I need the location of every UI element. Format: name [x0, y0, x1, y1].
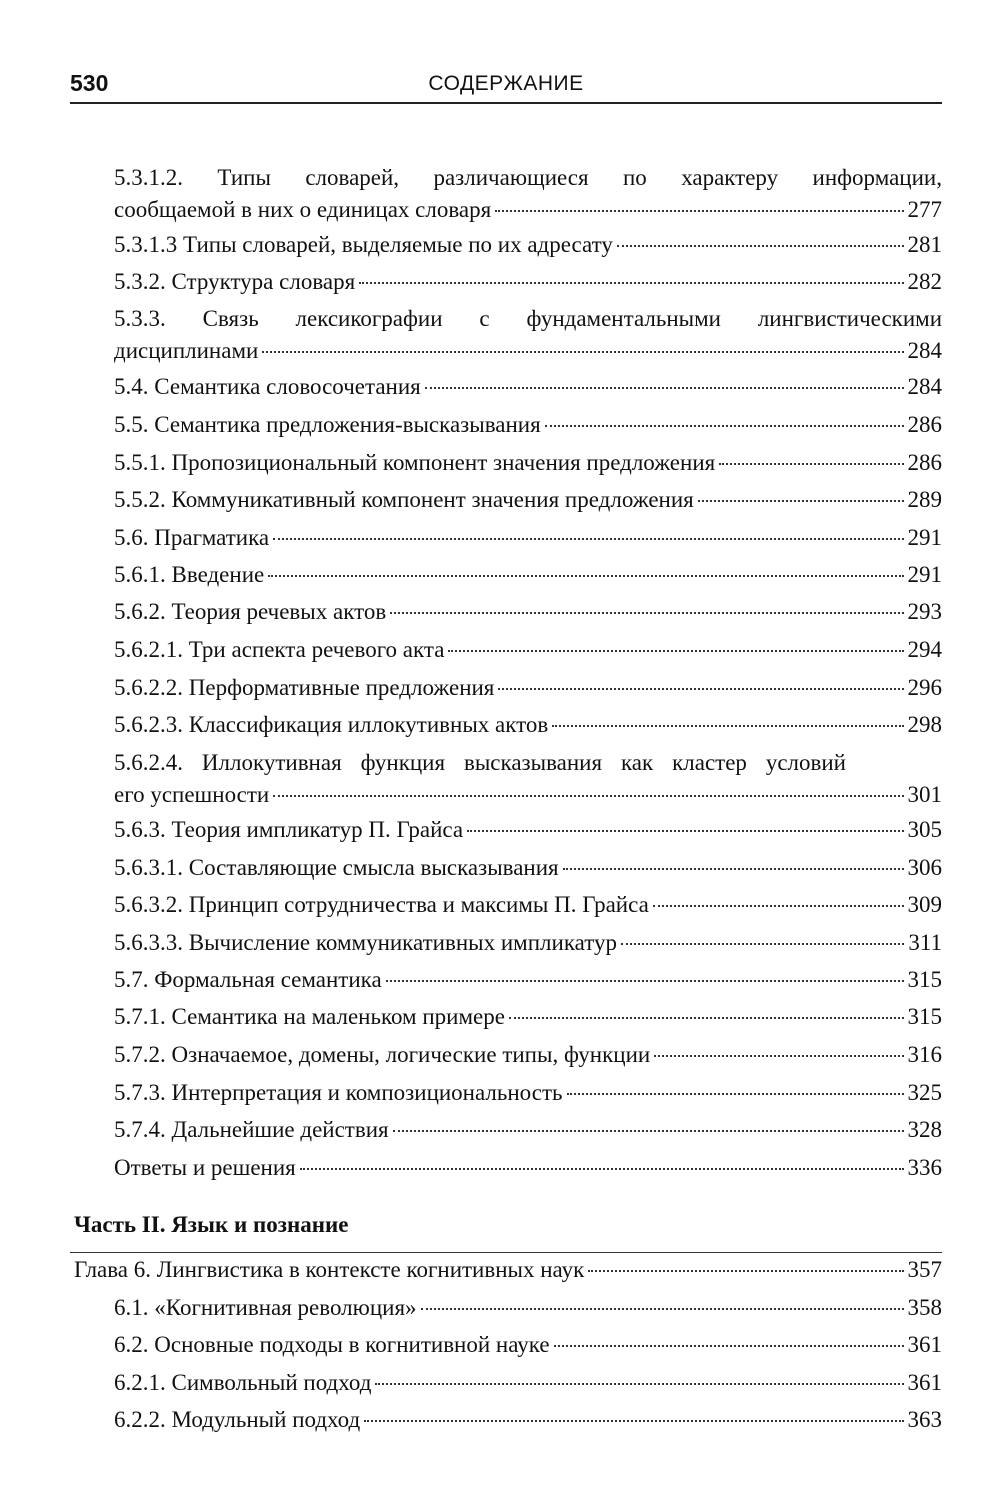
toc-entry-title: 5.5. Семантика предложения-высказывания — [114, 412, 541, 437]
toc-entry-title: его успешности — [114, 782, 270, 807]
toc-entry — [114, 1116, 942, 1144]
toc-entry-page: 284 — [907, 338, 942, 363]
toc-entry-page: 316 — [907, 1042, 942, 1067]
dot-leader — [393, 1130, 904, 1132]
toc-entry-title: 5.3.2. Структура словаря — [114, 269, 356, 294]
toc-entry-title: 5.6. Прагматика — [114, 525, 270, 550]
toc-entry — [114, 929, 942, 957]
toc-entry-title: 5.7.1. Семантика на маленьком примере — [114, 1004, 505, 1029]
toc-entry-page: 281 — [907, 232, 942, 257]
dot-leader — [375, 1383, 903, 1385]
toc-entry — [114, 524, 942, 552]
toc-entry-page: 294 — [907, 637, 942, 662]
toc-entry-title: сообщаемой в них о единицах словаря — [114, 197, 492, 222]
toc-entry-title: 5.6.2.1. Три аспекта речевого акта — [114, 637, 445, 662]
toc-entry — [114, 598, 942, 626]
dot-leader — [654, 1055, 903, 1057]
toc-entry — [114, 749, 942, 809]
toc-entry-title: 5.6.2. Теория речевых актов — [114, 599, 387, 624]
dot-leader — [719, 463, 903, 465]
toc-entry — [114, 486, 942, 514]
toc-entry — [114, 1369, 942, 1397]
dot-leader — [425, 387, 904, 389]
toc-entry-page: 282 — [907, 269, 942, 294]
toc-entry-page: 315 — [907, 1004, 942, 1029]
dot-leader — [545, 425, 904, 427]
toc-entry — [74, 1256, 942, 1284]
toc-entry — [114, 1331, 942, 1359]
toc-entry — [114, 449, 942, 477]
toc-entry-page: 286 — [907, 450, 942, 475]
toc-entry — [114, 636, 942, 664]
toc-entry — [114, 164, 942, 224]
dot-leader — [552, 725, 903, 727]
toc-entry-page: 311 — [908, 930, 942, 955]
dot-leader — [621, 943, 904, 945]
toc-entry — [114, 711, 942, 739]
toc-entry-title: 6.2.2. Модульный подход — [114, 1407, 361, 1432]
dot-leader — [390, 612, 903, 614]
dot-leader — [653, 905, 904, 907]
toc-entry — [114, 1154, 942, 1182]
toc-entry-title: 5.7.3. Интерпретация и композициональность — [114, 1080, 563, 1105]
toc-entry-page: 289 — [907, 487, 942, 512]
toc-entry-page: 328 — [907, 1117, 942, 1142]
toc-entry — [114, 854, 942, 882]
toc-entry — [114, 411, 942, 439]
dot-leader — [421, 1308, 904, 1310]
dot-leader — [554, 1345, 904, 1347]
toc-entry-title: 5.3.1.3 Типы словарей, выделяемые по их адресату — [114, 232, 613, 257]
toc-entry-title: 5.7.2. Означаемое, домены, логические типы, функции — [114, 1042, 651, 1067]
toc-entry — [114, 1406, 942, 1434]
dot-leader — [386, 980, 904, 982]
toc-entry-page: 358 — [907, 1295, 942, 1320]
dot-leader — [498, 688, 903, 690]
dot-leader — [495, 210, 903, 212]
toc-entry-title: 5.4. Семантика словосочетания — [114, 374, 421, 399]
toc-entry — [114, 816, 942, 844]
toc-entry-page: 286 — [907, 412, 942, 437]
toc-entry-title-line1: 5.6.2.4. Иллокутивная функция высказывания как кластер условий — [114, 750, 846, 775]
toc-entry-page: 301 — [907, 782, 942, 807]
toc-entry — [114, 561, 942, 589]
toc-entry-title-line1: 5.3.3. Связь лексикографии с фундаментальными лингвистическими — [114, 306, 942, 331]
toc-entry-title-line1: 5.3.1.2. Типы словарей, различающиеся по характеру информации, — [114, 165, 942, 190]
toc-entry — [114, 231, 942, 259]
toc-entry-page: 315 — [907, 967, 942, 992]
toc-entry-page: 361 — [907, 1332, 942, 1357]
part-heading: Часть II. Язык и познание — [74, 1212, 349, 1237]
dot-leader — [273, 795, 903, 797]
dot-leader — [273, 538, 903, 540]
toc-entry-page: 291 — [907, 525, 942, 550]
page-header — [70, 66, 942, 104]
toc-entry-page: 361 — [907, 1370, 942, 1395]
toc-entry-page: 306 — [907, 855, 942, 880]
toc-entry-title: дисциплинами — [114, 338, 259, 363]
toc-entry-page: 309 — [907, 892, 942, 917]
dot-leader — [359, 282, 903, 284]
toc-entry-page: 325 — [907, 1080, 942, 1105]
toc-entry-title: 5.7. Формальная семантика — [114, 967, 382, 992]
toc-entry — [114, 305, 942, 365]
divider — [70, 1252, 942, 1253]
dot-leader — [262, 351, 903, 353]
toc-entry-page: 296 — [907, 675, 942, 700]
toc-entry — [114, 966, 942, 994]
toc-entry-title: 5.7.4. Дальнейшие действия — [114, 1117, 389, 1142]
toc-entry-title: 5.6.2.3. Классификация иллокутивных актов — [114, 712, 549, 737]
toc-entry — [114, 891, 942, 919]
toc-entry-title: 5.6.1. Введение — [114, 562, 265, 587]
toc-entry-title: 6.2. Основные подходы в когнитивной науке — [114, 1332, 550, 1357]
toc-entry — [114, 268, 942, 296]
toc-entry-title: 6.1. «Когнитивная революция» — [114, 1295, 417, 1320]
toc-entry — [114, 1041, 942, 1069]
dot-leader — [300, 1168, 904, 1170]
toc-entry-page: 363 — [907, 1407, 942, 1432]
toc-entry — [114, 674, 942, 702]
toc-entry-title: 5.5.2. Коммуникативный компонент значения предложения — [114, 487, 694, 512]
dot-leader — [467, 830, 903, 832]
toc-entry-page: 291 — [907, 562, 942, 587]
toc-entry-title: 5.6.2.2. Перформативные предложения — [114, 675, 495, 700]
toc-entry-title: 5.6.3. Теория импликатур П. Грайса — [114, 817, 464, 842]
toc-entry-title: 6.2.1. Символьный подход — [114, 1370, 372, 1395]
toc-entry-title: Ответы и решения — [114, 1155, 296, 1180]
toc-entry — [114, 1003, 942, 1031]
toc-entry — [114, 373, 942, 401]
dot-leader — [698, 500, 904, 502]
toc-entry-page: 305 — [907, 817, 942, 842]
running-title: СОДЕРЖАНИЕ — [428, 72, 584, 95]
dot-leader — [268, 575, 903, 577]
toc-entry-page: 277 — [907, 197, 942, 222]
toc-entry-page: 298 — [907, 712, 942, 737]
dot-leader — [588, 1270, 903, 1272]
dot-leader — [567, 1093, 904, 1095]
toc-entry-title: 5.6.3.2. Принцип сотрудничества и максимы П. Грайса — [114, 892, 649, 917]
toc-entry-title: 5.5.1. Пропозициональный компонент значения предложения — [114, 450, 716, 475]
dot-leader — [563, 868, 904, 870]
toc-entry-page: 336 — [907, 1155, 942, 1180]
dot-leader — [617, 245, 904, 247]
dot-leader — [448, 650, 903, 652]
toc-entry-page: 293 — [907, 599, 942, 624]
toc-entry-page: 357 — [907, 1257, 942, 1282]
toc-entry-page: 284 — [907, 374, 942, 399]
toc-entry-title: Глава 6. Лингвистика в контексте когнитивных наук — [74, 1257, 585, 1282]
dot-leader — [364, 1420, 903, 1422]
toc-entry-title: 5.6.3.1. Составляющие смысла высказывания — [114, 855, 559, 880]
dot-leader — [509, 1017, 904, 1019]
toc-entry-title: 5.6.3.3. Вычисление коммуникативных импликатур — [114, 930, 618, 955]
page-number: 530 — [70, 70, 109, 96]
toc-entry — [114, 1294, 942, 1322]
toc-entry — [114, 1079, 942, 1107]
